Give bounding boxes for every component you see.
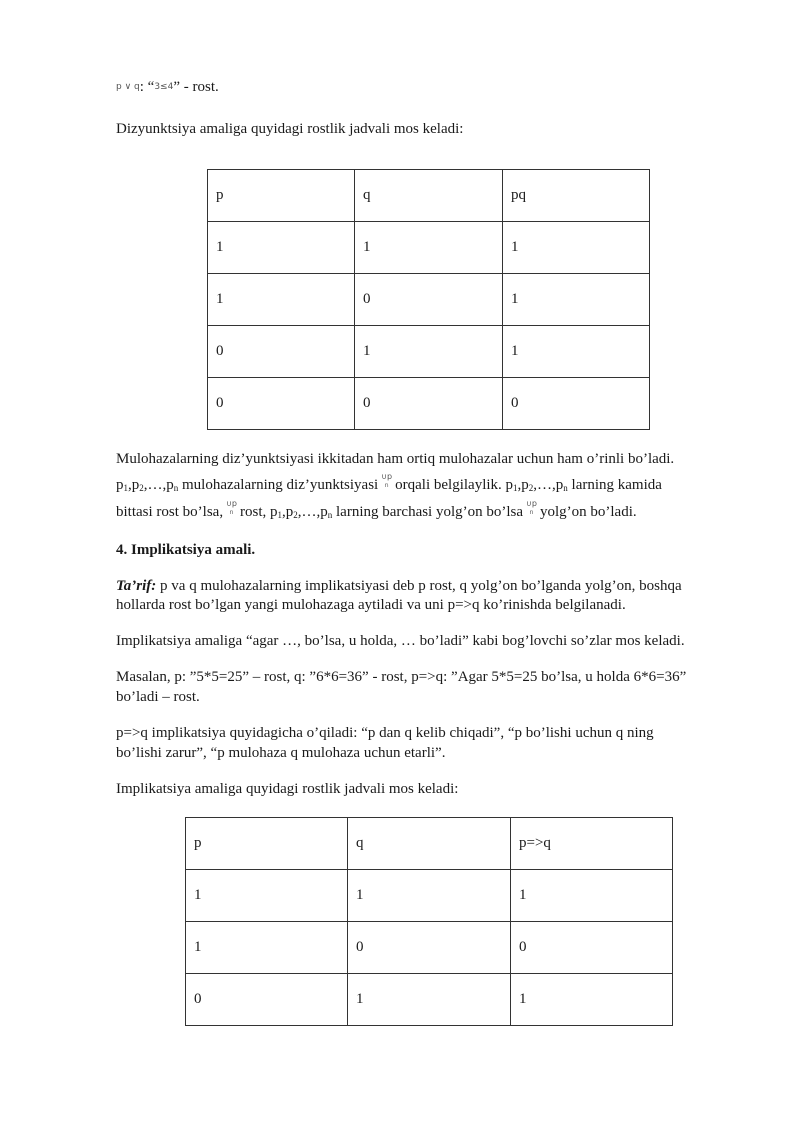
table-cell: 1 (355, 326, 503, 378)
section-title: 4. Implikatsiya amali. (116, 542, 256, 558)
table-row (186, 974, 673, 1026)
table-header-cell: p=>q (511, 818, 673, 870)
table-cell: 1 (186, 922, 348, 974)
definition-label: Ta’rif: (116, 578, 157, 594)
disjunction-example-line (116, 74, 736, 100)
definition-line1: Ta’rif: p va q mulohazalarning implikatsiyasi deb p rost, q yolg’on bo’lganda yolg’on, boshqa (116, 578, 682, 594)
table-header-cell: q (348, 818, 511, 870)
table-cell: 1 (208, 274, 355, 326)
table-cell: 0 (503, 378, 650, 430)
disjunction-table-body (208, 170, 650, 430)
disjunction-truth-table (207, 169, 650, 430)
table-cell: 0 (186, 974, 348, 1026)
union-symbol: ∪p n (526, 499, 537, 516)
table-cell: 1 (503, 222, 650, 274)
table-row (208, 326, 650, 378)
definition-line2: hollarda rost bo’lgan yangi mulohazaga aytiladi va uni p=>q ko’rinishda belgilanadi. (116, 597, 626, 613)
reading-line2: bo’lishi zarur”, “p mulohaza q mulohaza uchun etarli”. (116, 745, 446, 761)
table-row (186, 870, 673, 922)
disjunction-generalization-line1: Mulohazalarning diz’yunktsiyasi ikkitadan ham ortiq mulohazalar uchun ham o’rinli bo’ladi. (116, 451, 675, 467)
implication-table-intro: Implikatsiya amaliga quyidagi rostlik jadvali mos keladi: (116, 781, 459, 797)
reading-line1: p=>q implikatsiya quyidagicha o’qiladi: “p dan q kelib chiqadi”, “p bo’lishi uchun q ning (116, 725, 654, 741)
table-header-cell: p (208, 170, 355, 222)
table-cell: 0 (355, 378, 503, 430)
table-header-cell: q (355, 170, 503, 222)
example-line2: bo’ladi – rost. (116, 689, 200, 705)
implication-truth-table (185, 817, 673, 1026)
disjunction-generalization-line3: bittasi rost bo’lsa, ∪p n rost, $p_1,p_2,\dots,p_n$ larning barchasi yolg’on bo’lsa ∪p n yolg’on bo’ladi. (116, 499, 637, 520)
table-cell: 1 (511, 974, 673, 1026)
inequality-expression: 3≤4 (154, 82, 174, 92)
table-row (186, 922, 673, 974)
table-cell: 0 (348, 922, 511, 974)
table-header-row (186, 818, 673, 870)
table-cell: 1 (208, 222, 355, 274)
truth-value-text: ” - rost. (173, 79, 219, 95)
table-cell: 1 (348, 974, 511, 1026)
union-symbol: ∪p n (381, 472, 393, 489)
table-row (208, 222, 650, 274)
disjunction-generalization-line2: $p_1,p_2,\dots,p_n$ mulohazalarning diz’yunktsiyasi ∪p n orqali belgilaylik. $p_1,p_2,\dots,p_n$ larning kamida (116, 472, 662, 493)
disjunction-table-intro: Dizyunktsiya amaliga quyidagi rostlik jadvali mos keladi: (116, 121, 464, 137)
table-cell: 1 (503, 326, 650, 378)
table-cell: 0 (511, 922, 673, 974)
table-cell: 0 (208, 326, 355, 378)
example-line1: Masalan, p: ”5*5=25” – rost, q: ”6*6=36” - rost, p=>q: ”Agar 5*5=25 bo’lsa, u holda 6*6=36” (116, 669, 687, 685)
table-cell: 0 (208, 378, 355, 430)
table-cell: 1 (348, 870, 511, 922)
table-cell: 0 (355, 274, 503, 326)
table-cell: 1 (355, 222, 503, 274)
table-cell: 1 (186, 870, 348, 922)
table-row (208, 274, 650, 326)
table-cell: 1 (511, 870, 673, 922)
implication-words: Implikatsiya amaliga “agar …, bo’lsa, u holda, … bo’ladi” kabi bog’lovchi so’zlar mos keladi. (116, 633, 685, 649)
table-header-row (208, 170, 650, 222)
union-symbol: ∪p n (226, 499, 238, 516)
quote-open: : “ (139, 79, 155, 95)
table-header-cell: p (186, 818, 348, 870)
table-header-cell: pq (503, 170, 650, 222)
table-row (208, 378, 650, 430)
disjunction-expression: p ∨ q (116, 82, 140, 92)
implication-table-body (186, 818, 673, 1026)
table-cell: 1 (503, 274, 650, 326)
